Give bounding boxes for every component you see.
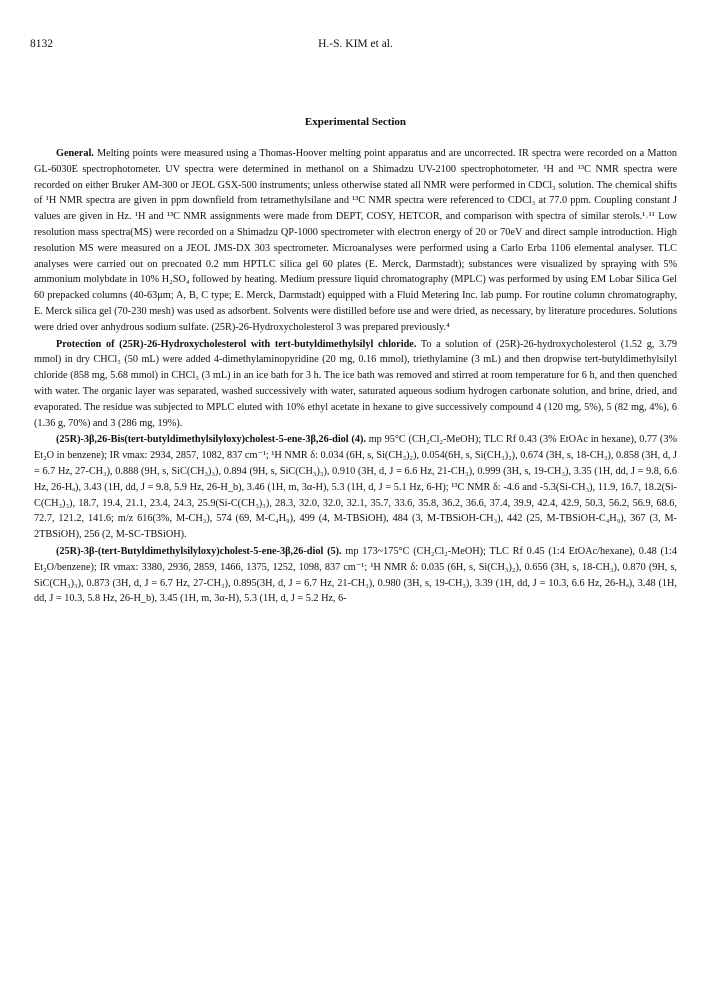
paragraph-protection — [34, 337, 677, 432]
page-number: 8132 — [30, 38, 53, 50]
paragraph-text: Melting points were measured using a Thomas-Hoover melting point apparatus and are uncorrected. IR spectra were recorded on a Matton GL-6030E spectrophotometer. UV spectra were determined in methanol on a Shimadzu UV-2100 spectrophotometer. ¹H and ¹³C NMR spectra were recorded on either Bruker AM-300 or JEOL GSX-500 instruments; unless otherwise stated all NMR were performed in CDCl₃ solution. The chemical shifts of ¹H NMR spectra are given in ppm downfield from tetramethylsilane and ¹³C NMR spectra were referenced to CDCl₃ at 77.0 ppm. Coupling constant J values are given in Hz. ¹H and ¹³C NMR assignments were made from DEPT, COSY, HETCOR, and comparison with spectra of similar sterols.¹˒¹¹ Low resolution mass spectra(MS) were recorded on a Shimadzu QP-1000 spectrometer with electron energy of 20 or 70eV and direct sample introduction. High resolution MS were measured on a JEOL JMS-DX 303 spectrometer. Microanalyses were performed using a Carlo Erba 1106 elemental analyser. TLC analyses were carried out on precoated 0.2 mm HPTLC silica gel 60 plates (E. Merck, Darmstadt); substances were visualized by spraying with 5% ammonium molybdate in 10% H₂SO₄ followed by heating. Medium pressure liquid chromatography (MPLC) was performed by using EM Lobar Silica Gel 60 prepacked columns (40-63μm; A, B, C type; E. Merck, Darmstadt) equipped with a Fluid Metering Inc. lab pump. For routine column chromatography, E. Merck silica gel (70-230 mesh) was used as adsorbent. Solvents were distilled before use and were dried, as necessary, by literature procedures. Solutions were dried over anhydrous sodium sulfate. (25R)-26-Hydroxycholesterol 3 was prepared previously.⁴ — [34, 148, 677, 333]
paragraph-general — [34, 146, 677, 336]
paragraph-lead: Protection of (25R)-26-Hydroxycholesterol with tert-butyldimethylsilyl chloride. — [56, 338, 417, 350]
running-head-authors: H.-S. KIM et al. — [318, 38, 393, 50]
section-title: Experimental Section — [304, 116, 407, 128]
paragraph-compound-5 — [34, 544, 677, 607]
paragraph-lead: General. — [56, 148, 94, 159]
body-text — [34, 146, 677, 607]
paragraph-lead: (25R)-3β,26-Bis(tert-butyldimethylsilyloxy)cholest-5-ene-3β,26-diol (4). — [56, 434, 366, 446]
paragraph-compound-4 — [34, 432, 677, 543]
paragraph-text: mp 95°C (CH₂Cl₂-MeOH); TLC Rf 0.43 (3% EtOAc in hexane), 0.77 (3% Et₂O in benzene); IR νmax: 2934, 2857, 1082, 837 cm⁻¹; ¹H NMR δ: 0.034 (6H, s, Si(CH₃)₂), 0.054(6H, s, Si(CH₃)₂), 0.674 (3H, s, 18-CH₃), 0.858 (3H, d, J = 6.7 Hz, 27-CH₃), 0.888 (9H, s, SiC(CH₃)₃), 0.894 (9H, s, SiC(CH₃)₃), 0.910 (3H, d, J = 6.6 Hz, 21-CH₃), 0.999 (3H, s, 19-CH₃), 3.35 (1H, dd, J = 9.8, 6.6 Hz, 26-Hₐ), 3.43 (1H, dd, J = 9.8, 5.9 Hz, 26-H_b), 3.46 (1H, m, 3α-H), 5.3 (1H, d, J = 5.1 Hz, 6-H); ¹³C NMR δ: -4.6 and -5.3(Si-CH₃), 11.9, 16.7, 18.2(Si-C(CH₃)₃), 18.7, 19.4, 21.1, 23.4, 24.3, 25.9(Si-C(CH₃)₃), 28.3, 32.0, 32.0, 32.1, 35.7, 33.6, 35.8, 36.2, 36.6, 37.4, 39.9, 42.4, 42.9, 50.3, 56.2, 56.9, 68.6, 72.7, 121.2, 141.6; m/z 616(3%, M-CH₃), 574 (69, M-C₄H₉), 499 (4, M-TBSiOH), 484 (3, M-TBSiOH-CH₃), 442 (25, M-TBSiOH-C₄H₉), 367 (3, M-2TBSiOH), 256 (2, M-SC-TBSiOH). — [34, 434, 678, 541]
running-head — [30, 38, 681, 54]
paragraph-text: mp 173~175°C (CH₂Cl₂-MeOH); TLC Rf 0.45 (1:4 EtOAc/hexane), 0.48 (1:4 Et₂O/benzene); IR νmax: 3380, 2936, 2859, 1466, 1375, 1252, 1098, 837 cm⁻¹; ¹H NMR δ: 0.035 (6H, s, Si(CH₃)₂), 0.656 (3H, s, 18-CH₃), 0.870 (9H, s, SiC(CH₃)₃), 0.873 (3H, d, J = 6.7 Hz, 27-CH₃), 0.895(3H, d, J = 6.7 Hz, 21-CH₃), 0.980 (3H, s, 19-CH₃), 3.39 (1H, dd, J = 10.3, 6.6 Hz, 26-Hₐ), 3.48 (1H, dd, J = 10.3, 5.8 Hz, 26-H_b), 3.45 (1H, m, 3α-H), 5.3 (1H, d, J = 5.2 Hz, 6- — [34, 545, 677, 605]
paragraph-lead: (25R)-3β-(tert-Butyldimethylsilyloxy)cholest-5-ene-3β,26-diol (5). — [56, 545, 342, 557]
paragraph-text: To a solution of (25R)-26-hydroxycholesterol (1.52 g, 3.79 mmol) in dry CHCl₃ (50 mL) were added 4-dimethylaminopyridine (20 mg, 0.16 mmol), triethylamine (3 mL) and then dropwise tert-butyldimethylsilyl chloride (858 mg, 5.68 mmol) in CHCl₃ (3 mL) in an ice bath for 3 h. The ice bath was removed and stirred at room temperature for 6 h, and then quenched with water. The organic layer was separated, washed successively with water, saturated aqueous sodium hydrogen carbonate solution, and brine, dried, and evaporated. The residue was subjected to MPLC eluted with 10% ethyl acetate in hexane to give successively compound 4 (120 mg, 5%), 5 (82 mg, 4%), 6 (1.36 g, 70%) and 3 (286 mg, 19%). — [34, 338, 677, 429]
